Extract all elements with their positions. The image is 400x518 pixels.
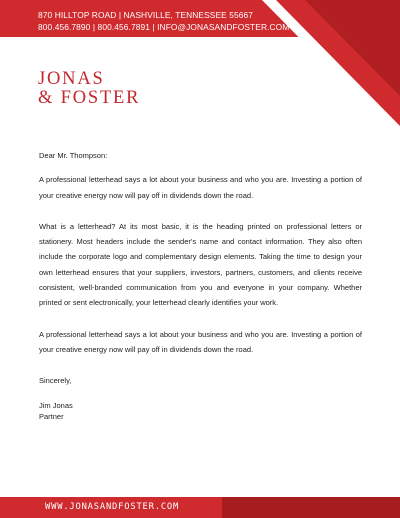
logo-line-2: & FOSTER [38,88,141,108]
address-line: 870 HILLTOP ROAD | NASHVILLE, TENNESSEE 55667 [38,10,254,20]
footer-dark-band [222,497,400,518]
footer-bar [0,497,400,518]
paragraph-3: A professional letterhead says a lot about your business and who you are. Investing a portion of your creative energy now will pay off in dividends down the road. [39,329,362,354]
website-link[interactable]: WWW.JONASANDFOSTER.COM [45,502,180,512]
paragraph-1: A professional letterhead says a lot about your business and who you are. Investing a portion of your creative energy now will pay off in dividends down the road. [39,175,362,200]
logo-line-1: JONAS [38,69,105,89]
signer-name: Jim Jonas [39,400,73,410]
signer-title: Partner [39,411,64,421]
letter-body [39,148,362,422]
paragraph-2: What is a letterhead? At its most basic, it is the heading printed on professional letters or stationery. Most headers include the sender's name and contact information. They also often include the corporate logo and complementary design elements. Taking the time to design your own letterhead ensures that your suppliers, investors, partners, customers, and clients receive consistent, well-branded communication from you and everyone in your company. Whether printed or sent electronically, your letterhead clearly identifies your work. [39,221,362,308]
salutation: Dear Mr. Thompson: [39,151,108,160]
closing: Sincerely, [39,376,72,386]
contact-line: 800.456.7890 | 800.456.7891 | INFO@JONASANDFOSTER.COM [38,22,290,32]
company-logo [38,70,140,108]
